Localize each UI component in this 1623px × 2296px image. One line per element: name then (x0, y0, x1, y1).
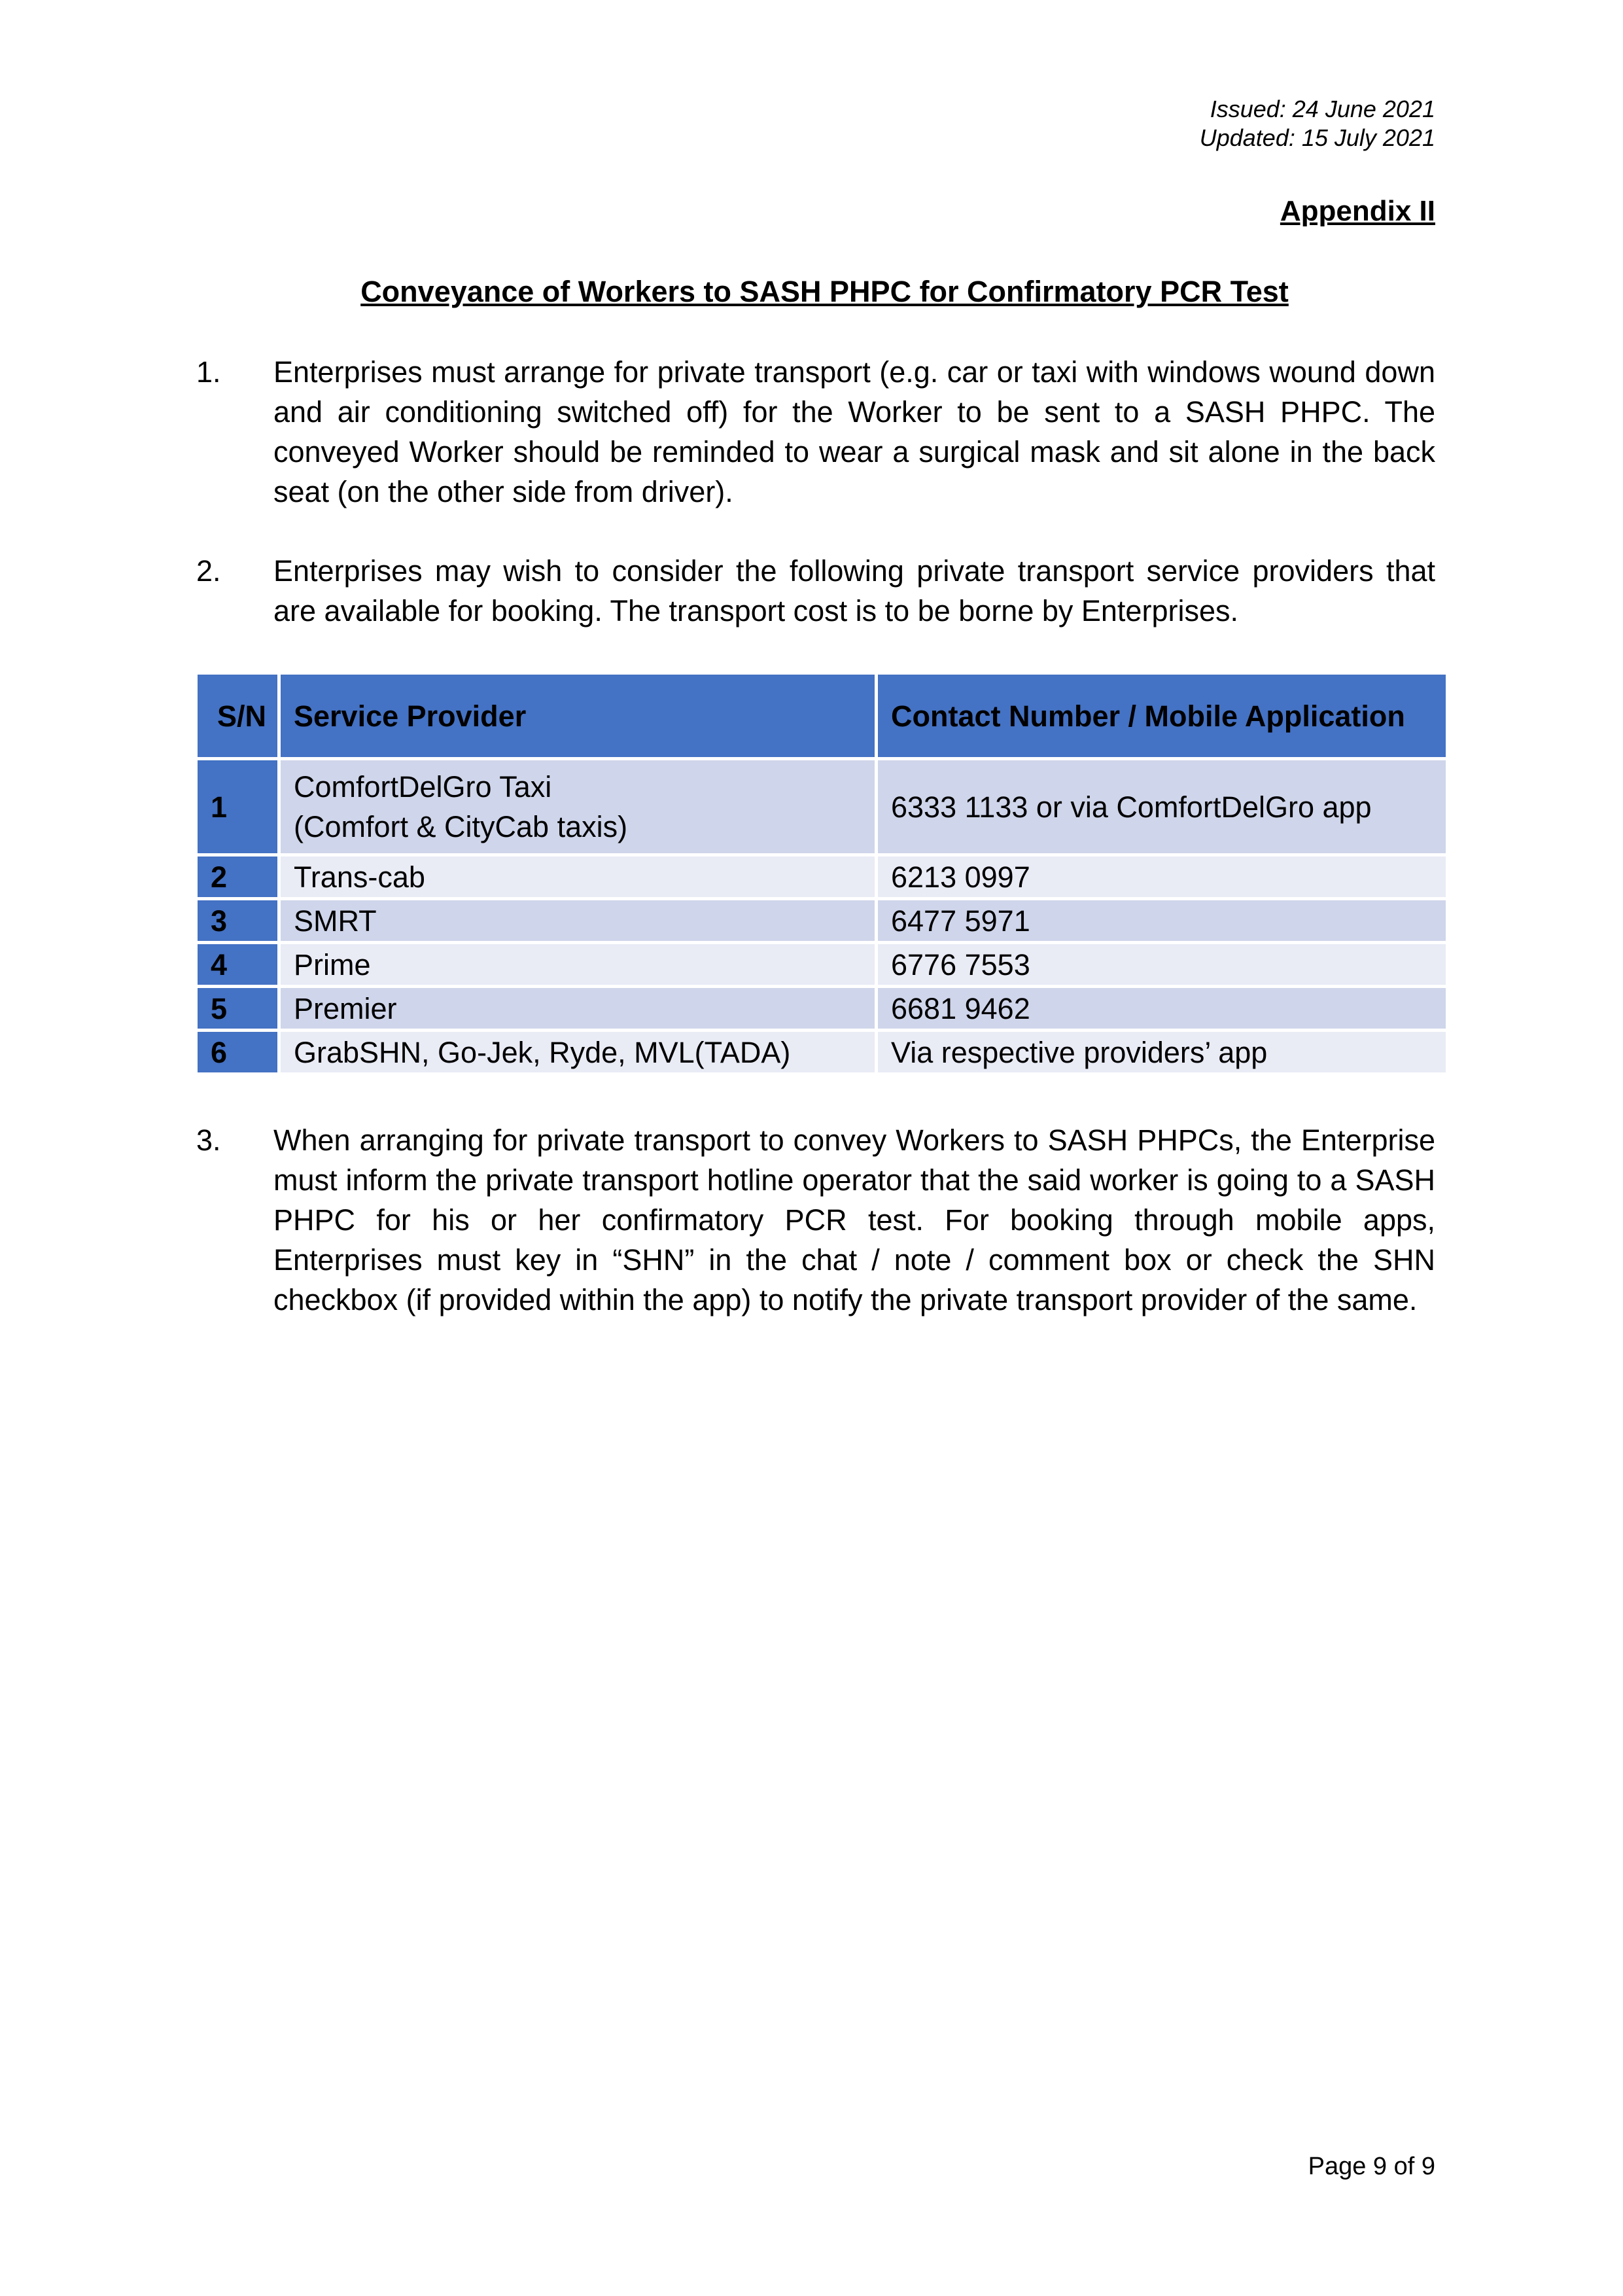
page-number: Page 9 of 9 (1308, 2153, 1435, 2180)
table-header-row (198, 675, 1449, 760)
row-contact: Via respective providers’ app (878, 1032, 1449, 1076)
row-provider: Premier (281, 988, 878, 1032)
paragraph-number: 1. (196, 355, 221, 389)
row-provider (281, 760, 878, 857)
paragraph-number: 2. (196, 554, 221, 588)
paragraph-3 (196, 1120, 1435, 1320)
row-contact: 6333 1133 or via ComfortDelGro app (878, 760, 1449, 857)
row-provider: Prime (281, 944, 878, 988)
provider-subtitle: (Comfort & CityCab taxis) (294, 810, 628, 843)
updated-date: Updated: 15 July 2021 (1199, 124, 1435, 151)
paragraph-text: Enterprises must arrange for private transport (e.g. car or taxi with windows wound down and air conditioning switched off) for the Worker to be sent to a SASH PHPC. The conveyed Worker should be reminded to wear a surgical mask and sit alone in the back seat (on the other side from driver). (273, 355, 1435, 508)
table-row (198, 760, 1449, 857)
row-contact: 6681 9462 (878, 988, 1449, 1032)
row-sn: 2 (198, 857, 281, 900)
table-row (198, 988, 1449, 1032)
column-header-sn: S/N (198, 675, 281, 760)
document-dates (1200, 95, 1435, 152)
row-contact: 6776 7553 (878, 944, 1449, 988)
row-sn: 1 (198, 760, 281, 857)
row-sn: 4 (198, 944, 281, 988)
paragraph-2 (196, 551, 1435, 631)
row-sn: 3 (198, 900, 281, 944)
column-header-provider: Service Provider (281, 675, 878, 760)
issued-date: Issued: 24 June 2021 (1210, 96, 1435, 122)
table-row (198, 900, 1449, 944)
table-row (198, 944, 1449, 988)
row-contact: 6477 5971 (878, 900, 1449, 944)
provider-name: ComfortDelGro Taxi (294, 770, 552, 804)
row-provider: GrabSHN, Go-Jek, Ryde, MVL(TADA) (281, 1032, 878, 1076)
column-header-contact: Contact Number / Mobile Application (878, 675, 1449, 760)
row-sn: 6 (198, 1032, 281, 1076)
table-row (198, 1032, 1449, 1076)
paragraph-number: 3. (196, 1123, 221, 1157)
paragraph-text: When arranging for private transport to convey Workers to SASH PHPCs, the Enterprise must inform the private transport hotline operator that the said worker is going to a SASH PHPC for his or her confirmatory PCR test. For booking through mobile apps, Enterprises must key in “SHN” in the chat / note / comment box or check the SHN checkbox (if provided within the app) to notify the private transport provider of the same. (273, 1123, 1435, 1316)
table-row (198, 857, 1449, 900)
transport-providers-table (198, 675, 1449, 1076)
appendix-label: Appendix II (1280, 195, 1435, 227)
row-sn: 5 (198, 988, 281, 1032)
paragraph-text: Enterprises may wish to consider the following private transport service providers that are available for booking. The transport cost is to be borne by Enterprises. (273, 554, 1435, 627)
paragraph-1 (196, 352, 1435, 512)
row-contact: 6213 0997 (878, 857, 1449, 900)
document-title: Conveyance of Workers to SASH PHPC for Confirmatory PCR Test (360, 275, 1289, 308)
row-provider: Trans-cab (281, 857, 878, 900)
row-provider: SMRT (281, 900, 878, 944)
